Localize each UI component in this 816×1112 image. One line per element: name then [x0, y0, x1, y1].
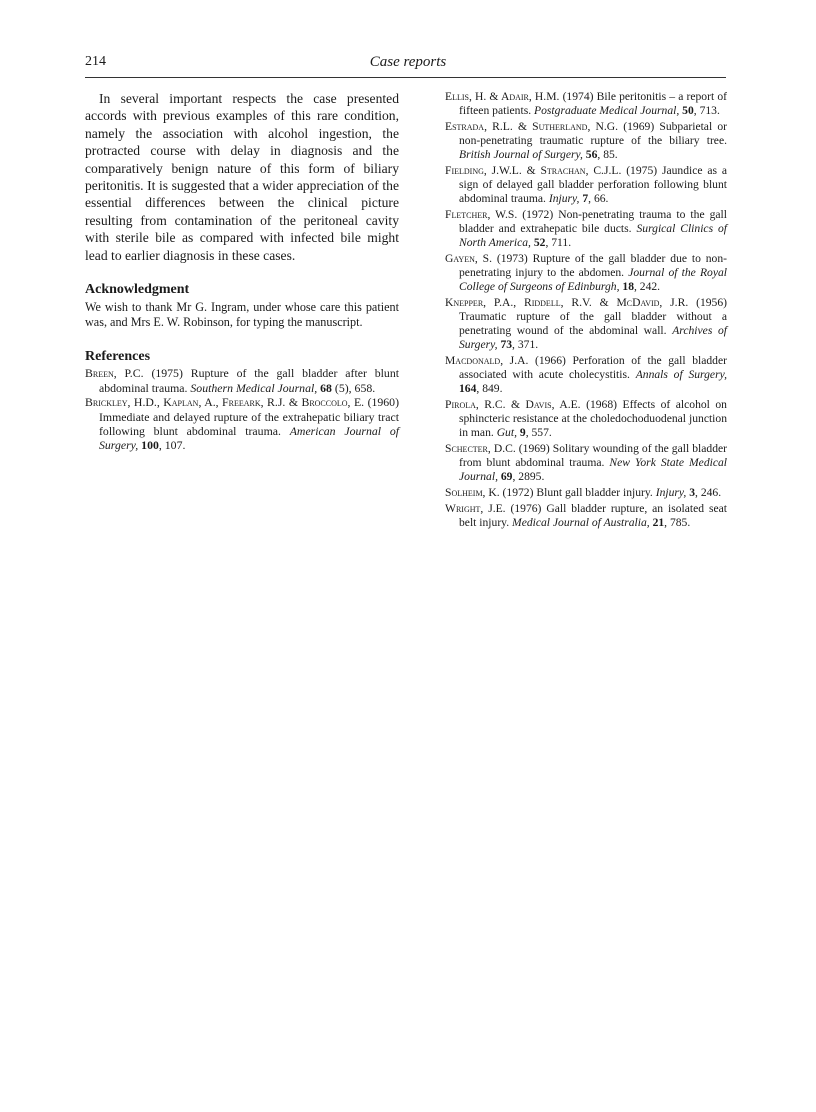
acknowledgment-heading: Acknowledgment — [85, 282, 190, 298]
right-column — [445, 90, 727, 531]
reference-item: Schecter, D.C. (1969) Solitary wounding of the gall bladder from blunt abdominal trauma. New York State Medical Journal, 69, 2895. — [445, 442, 727, 484]
reference-item: Pirola, R.C. & Davis, A.E. (1968) Effects of alcohol on sphincteric resistance at the choledochoduodenal junction in man. Gut, 9, 557. — [445, 398, 727, 440]
reference-item: Gayen, S. (1973) Rupture of the gall bladder due to non-penetrating injury to the abdomen. Journal of the Royal College of Surgeons of Edinburgh, 18, 242. — [445, 251, 727, 294]
page-number: 214 — [85, 54, 106, 69]
reference-item: Estrada, R.L. & Sutherland, N.G. (1969) Subparietal or non-penetrating traumatic rupture of the biliary tree. British Journal of Surgery, 56, 85. — [445, 119, 728, 162]
left-column — [85, 90, 399, 453]
header-rule — [85, 77, 726, 78]
acknowledgment-text: We wish to thank Mr G. Ingram, under whose care this patient was, and Mrs E. W. Robinson, for typing the manuscript. — [85, 299, 399, 330]
references-heading: References — [85, 348, 151, 364]
reference-item: Brickley, H.D., Kaplan, A., Freeark, R.J. & Broccolo, E. (1960) Immediate and delayed rupture of the extrahepatic biliary tract following blunt abdominal trauma. American Journal of Surgery, 100, 107. — [85, 395, 400, 453]
reference-item: Macdonald, J.A. (1966) Perforation of the gall bladder associated with acute cholecystitis. Annals of Surgery, 164, 849. — [445, 354, 727, 396]
reference-item: Fletcher, W.S. (1972) Non-penetrating trauma to the gall bladder and extrahepatic bile ducts. Surgical Clinics of North America, 52, 711. — [445, 207, 728, 250]
references-left-list — [85, 366, 399, 452]
reference-item: Solheim, K. (1972) Blunt gall bladder injury. Injury, 3, 246. — [445, 486, 722, 499]
reference-item: Breen, P.C. (1975) Rupture of the gall bladder after blunt abdominal trauma. Southern Medical Journal, 68 (5), 658. — [85, 366, 399, 395]
running-head: Case reports — [369, 54, 447, 70]
reference-item: Ellis, H. & Adair, H.M. (1974) Bile peritonitis – a report of fifteen patients. Postgraduate Medical Journal, 50, 713. — [445, 90, 727, 118]
reference-item: Wright, J.E. (1976) Gall bladder rupture, an isolated seat belt injury. Medical Journal of Australia, 21, 785. — [445, 501, 727, 529]
reference-item: Knepper, P.A., Riddell, R.V. & McDavid, J.R. (1956) Traumatic rupture of the gall bladder without a penetrating wound of the abdominal wall. Archives of Surgery, 73, 371. — [445, 295, 727, 352]
conclusion-paragraph: In several important respects the case presented accords with previous examples of this rare condition, namely the association with alcohol ingestion, the protracted course with delay in diagnosis and the comparatively benign nature of this form of biliary peritonitis. It is suggested that a wider appreciation of the essential differences between the clinical picture resulting from contamination of the peritoneal cavity with sterile bile as compared with infected bile might lead to earlier diagnosis in these cases. — [85, 91, 399, 263]
reference-item: Fielding, J.W.L. & Strachan, C.J.L. (1975) Jaundice as a sign of delayed gall bladder perforation following blunt abdominal trauma. Injury, 7, 66. — [445, 163, 727, 206]
